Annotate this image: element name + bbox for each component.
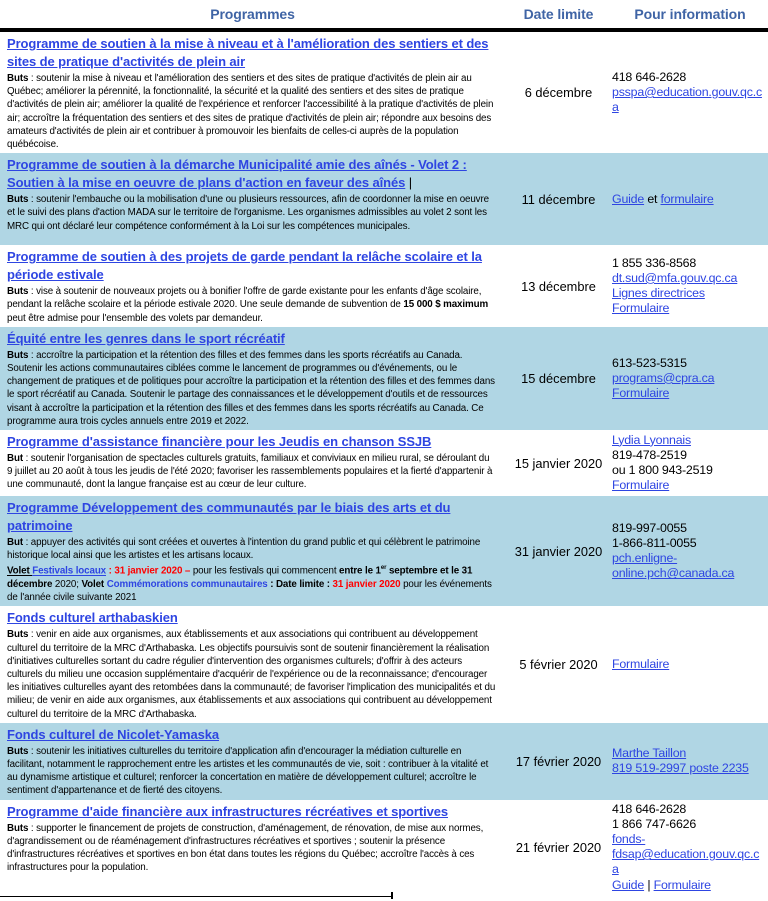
title-text: Programme de soutien à la démarche Municipalité amie des aînés - Volet 2 : Soutien à la mise en oeuvre de plans d'action en faveur des aînés (7, 157, 467, 191)
contact-line (612, 192, 765, 207)
text-segment: : accroître la participation et la rétention des filles et des femmes dans les sports récréatifs au Canada. Soutenir les actions communautaires ciblées comme le lancement de programmes ou d'événements, ou le changement de pratiques et de politiques pour accroître la participation et la rétention des filles et des femmes dans le sport récréatif au Canada. Soutenir le partage des connaissances et le développement d'outils et de ressources visant à accroître la participation et la rétention des filles et des femmes dans les sports récréatifs au Canada. Ce programme aura trois cycles annuels entre 2019 et 2022. (7, 349, 495, 427)
program-cell (0, 432, 505, 494)
table-header (0, 0, 768, 28)
contact-link[interactable]: Marthe Taillon (612, 745, 687, 760)
program-row (0, 327, 768, 430)
program-description (7, 285, 497, 325)
text-segment: : soutenir l'embauche ou la mobilisation d'une ou plusieurs ressources, afin de coordonner la mise en oeuvre et le suivi des plans d'action MADA sur le territoire de l'organisme. Les organismes admissibles au volet 2 sont les MRC qui ont déclaré leur compétence conformément à la Loi sur les compétences municipales. (7, 194, 489, 232)
program-title-link[interactable] (7, 35, 497, 71)
contact-info (612, 802, 768, 893)
contact-info (612, 521, 768, 582)
program-row (0, 800, 768, 895)
bottom-border (0, 895, 393, 901)
program-row (0, 723, 768, 800)
text-segment: : 31 janvier 2020 – (106, 565, 191, 577)
text-segment: : soutenir la mise à niveau et l'amélioration des sentiers et des sites de pratique d'activités de plein air au Québec; améliorer la pérennité, la fonctionnalité, la sécurité et la qualité des sentiers et des sites de pratique d'activités de plein air; améliorer la qualité de l'expérience et renforcer l'accessibilité à la pratique d'activités de plein air; accroître la fréquentation des sentiers et des sites de pratique d'activités de plein air; répondre aux besoins des amateurs d'activités de plein air et contribuer à promouvoir les bienfaits de celles-ci auprès de la population québécoise. (7, 73, 494, 151)
title-text: Programme de soutien à des projets de garde pendant la relâche scolaire et la période estivale (7, 249, 482, 283)
program-cell (0, 725, 505, 798)
contact-link[interactable]: programs@cpra.ca (612, 370, 715, 385)
header-programmes: Programmes (210, 6, 295, 22)
text-segment: Buts (7, 629, 29, 641)
text-segment: pour les événements de l'année civile suivante 2021 (7, 578, 492, 604)
title-text: Programme de soutien à la mise à niveau et à l'amélioration des sentiers et des sites de pratique d'activités de plein air (7, 36, 489, 69)
text-segment: 1 866 747-6626 (612, 816, 697, 831)
contact-link[interactable]: formulaire (660, 191, 714, 206)
contact-link[interactable]: Lignes directrices (612, 286, 705, 301)
program-row (0, 430, 768, 496)
program-description (7, 452, 497, 492)
contact-link[interactable]: Formulaire (612, 478, 670, 493)
contact-link[interactable]: Formulaire (612, 301, 670, 316)
text-segment: 2020; (52, 578, 82, 590)
header-date-limite: Date limite (523, 6, 594, 22)
text-segment: Commémorations communautaires (106, 578, 268, 590)
text-segment: 31 janvier 2020 (332, 578, 401, 590)
header-pour-information: Pour information (634, 6, 746, 22)
program-description (7, 745, 497, 798)
contact-info (612, 433, 768, 494)
deadline-date: 17 février 2020 (515, 753, 602, 769)
text-segment: Festivals locaux (32, 565, 107, 577)
program-row (0, 245, 768, 327)
text-segment: Volet (7, 565, 33, 577)
title-text: Programme d'aide financière aux infrastructures récréatives et sportives (7, 803, 448, 819)
text-segment: ou 1 800 943-2519 (612, 463, 713, 478)
table-body (0, 32, 768, 895)
program-cell (0, 498, 505, 604)
contact-line (612, 271, 765, 286)
contact-link[interactable]: Lydia Lyonnais (612, 432, 691, 447)
contact-line (612, 448, 765, 463)
program-cell (0, 329, 505, 428)
contact-line (612, 536, 765, 551)
program-title-link[interactable] (7, 156, 497, 192)
program-row (0, 153, 768, 245)
text-segment: : soutenir les initiatives culturelles du territoire d'application afin d'encourager la médiation culturelle en facilitant, notamment le rapprochement entre les artistes et les communautés de vie, soit : contribuer à la vitalité et au dynamisme artistique et culturel; renforcer la concertation en matière de développement culturel; accroître le sentiment d'appartenance et de fierté des citoyens. (7, 745, 489, 797)
text-segment: Buts (7, 286, 29, 298)
text-segment: Buts (7, 745, 29, 757)
contact-line (612, 85, 765, 115)
text-segment: But (7, 453, 23, 465)
text-segment: entre le 1 (339, 565, 381, 577)
text-segment: 819-997-0055 (612, 520, 687, 535)
contact-line (612, 301, 765, 316)
text-segment: Buts (7, 73, 29, 84)
program-cell (0, 155, 505, 243)
program-title-link[interactable] (7, 330, 497, 348)
contact-line (612, 521, 765, 536)
contact-line (612, 657, 765, 672)
deadline-date: 13 décembre (521, 278, 596, 294)
text-segment: er (380, 565, 387, 572)
program-cell (0, 247, 505, 325)
contact-line (612, 70, 765, 85)
text-segment: | (644, 877, 654, 892)
text-segment: : vise à soutenir de nouveaux projets ou à bonifier l'offre de garde existante pour les enfants d'âge scolaire, pendant la relâche scolaire et la période estivale 2020. Une seule demande de subvention de (7, 286, 482, 311)
program-description (7, 193, 497, 233)
contact-link[interactable]: 819 519-2997 poste 2235 (612, 761, 749, 776)
text-segment: 15 000 $ maximum (403, 299, 489, 311)
deadline-date: 21 février 2020 (515, 839, 602, 855)
contact-info (612, 192, 768, 207)
contact-line (612, 802, 765, 817)
contact-line (612, 386, 765, 401)
text-segment: : appuyer des activités qui sont créées et ouvertes à l'intention du grand public et qui célèbrent le patrimoine historique local ainsi que les artistes et les artisans locaux. (7, 537, 481, 562)
contact-line (612, 371, 765, 386)
contact-info (612, 256, 768, 317)
contact-line (612, 761, 765, 776)
program-title-link[interactable] (7, 433, 497, 451)
contact-line (612, 551, 765, 581)
deadline-date: 5 février 2020 (519, 657, 598, 673)
deadline-date: 11 décembre (521, 191, 596, 207)
contact-info (612, 657, 768, 672)
program-description (7, 628, 497, 720)
program-description (7, 72, 497, 151)
text-segment: | (405, 175, 413, 191)
deadline-date: 31 janvier 2020 (514, 543, 603, 559)
program-description (7, 536, 497, 604)
contact-link[interactable]: Formulaire (612, 656, 670, 671)
program-title-link[interactable] (7, 803, 497, 821)
contact-line (612, 817, 765, 832)
text-segment: : venir en aide aux organismes, aux établissements et aux associations qui contribuent au développement culturel du territoire de la MRC d'Arthabaska. Les objectifs poursuivis sont de soutenir financièrement la réalisation d'initiatives culturelles sortant du cadre régulier d'intervention des organismes culturels; d'offrir à des acteurs culturels du milieu une occasion supplémentaire d'acquérir de l'expérience ou de la reconnaissance; d'encourager les initiatives culturelles ayant des retombées dans la communauté; de favoriser l'implication des municipalités et du milieu; de venir en aide aux organismes, aux établissements et aux associations qui contribuent au développement culturel du territoire de la MRC d'Arthabaska. (7, 629, 496, 720)
title-text: Programme d'assistance financière pour les Jeudis en chanson SSJB (7, 434, 432, 450)
program-title-link[interactable] (7, 499, 497, 535)
deadline-date: 15 décembre (521, 370, 596, 386)
contact-link[interactable]: fonds-fdsap@education.gouv.qc.ca (612, 831, 760, 877)
program-description (7, 349, 497, 428)
deadline-date: 15 janvier 2020 (514, 455, 603, 471)
text-segment: : Date limite : (267, 578, 333, 590)
contact-link[interactable]: Formulaire (612, 386, 670, 401)
contact-line (612, 746, 765, 761)
contact-link[interactable]: Formulaire (653, 877, 711, 892)
contact-line (612, 878, 765, 893)
text-segment: : soutenir l'organisation de spectacles culturels gratuits, familiaux et conviviaux en milieu rural, se déroulant du 9 juillet au 20 août à tous les jeudis de l'été 2020; favoriser les rassemblements populaires et la fierté d'appartenir à une communauté, dont la langue française est au cœur de leur culture. (7, 453, 493, 491)
title-text: Fonds culturel de Nicolet-Yamaska (7, 726, 219, 742)
contact-line (612, 356, 765, 371)
text-segment: Buts (7, 822, 29, 834)
text-segment: But (7, 537, 23, 549)
contact-link[interactable]: dt.sud@mfa.gouv.qc.ca (612, 270, 738, 285)
contact-line (612, 286, 765, 301)
contact-link[interactable]: pch.enligne-online.pch@canada.ca (612, 551, 735, 581)
title-text: Programme Développement des communautés par le biais des arts et du patrimoine (7, 500, 451, 534)
program-description (7, 822, 497, 875)
text-segment: : supporter le financement de projets de construction, d'aménagement, de rénovation, de mise aux normes, d'agrandissement ou de réaménagement d'infrastructures récréatives et sportives ; soutenir la présence d'infrastructures récréatives et sportives en bon état dans toutes les régions du Québec; accroître l'accès à ces infrastructures pour la population. (7, 822, 484, 874)
program-row (0, 32, 768, 153)
contact-line (612, 478, 765, 493)
text-segment: Buts (7, 349, 29, 361)
program-cell (0, 802, 505, 893)
contact-line (612, 433, 765, 448)
program-cell (0, 34, 505, 151)
contact-link[interactable]: Guide (612, 191, 645, 206)
deadline-date: 6 décembre (524, 85, 593, 101)
text-segment: 819-478-2519 (612, 447, 687, 462)
program-row (0, 496, 768, 606)
contact-link[interactable]: Guide (612, 877, 645, 892)
title-text: Équité entre les genres dans le sport récréatif (7, 330, 285, 346)
program-title-link[interactable] (7, 726, 497, 744)
text-segment: pour les festivals qui commencent (190, 565, 340, 577)
program-title-link[interactable] (7, 248, 497, 284)
text-segment: 418 646-2628 (612, 69, 687, 84)
text-segment: 613-523-5315 (612, 355, 687, 370)
text-segment: 418 646-2628 (612, 801, 687, 816)
program-cell (0, 608, 505, 720)
contact-info (612, 356, 768, 402)
contact-link[interactable]: psspa@education.gouv.qc.ca (612, 85, 762, 115)
text-segment: Volet (81, 578, 107, 590)
text-segment: et (644, 191, 661, 206)
text-segment: septembre et le 31 décembre (7, 565, 473, 590)
text-segment: Buts (7, 194, 29, 206)
program-title-link[interactable] (7, 609, 497, 627)
program-row (0, 606, 768, 722)
text-segment: peut être admise pour l'ensemble des volets par demandeur. (7, 312, 263, 324)
text-segment: 1-866-811-0055 (612, 535, 697, 550)
text-segment: 1 855 336-8568 (612, 255, 697, 270)
contact-line (612, 256, 765, 271)
contact-line (612, 463, 765, 478)
contact-info (612, 746, 768, 776)
title-text: Fonds culturel arthabaskien (7, 610, 178, 626)
contact-info (612, 70, 768, 116)
